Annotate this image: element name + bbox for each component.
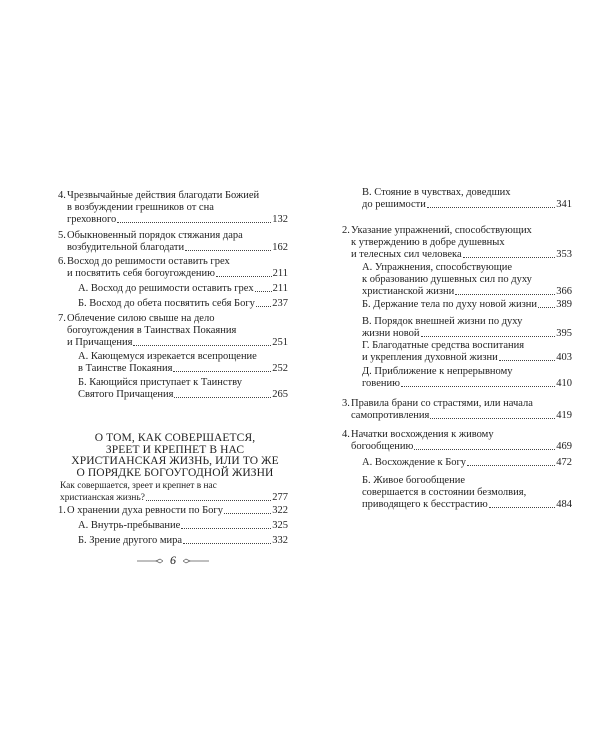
entry-number: 2. xyxy=(342,225,350,236)
page-number: 395 xyxy=(556,328,572,339)
entry-line: В. Порядок внешней жизни по духу xyxy=(362,316,523,327)
entry-line: Чрезвычайные действия благодати Божией xyxy=(67,190,260,201)
dot-leader xyxy=(174,397,271,398)
entry-line: и Причащения xyxy=(67,337,133,348)
entry-line: жизни новой xyxy=(362,328,420,339)
page-number: 410 xyxy=(556,378,572,389)
entry-line: Б. Живое богообщение xyxy=(362,475,465,486)
page-number: 252 xyxy=(272,363,288,374)
entry-line: Облечение силою свыше на дело xyxy=(67,313,215,324)
entry-line: и телесных сил человека xyxy=(351,249,462,260)
dot-leader xyxy=(414,449,555,450)
entry-line: к образованию душевных сил по духу xyxy=(362,274,532,285)
entry-line: в Таинстве Покаяния xyxy=(78,363,173,374)
heading-line: ЗРЕЕТ И КРЕПНЕТ В НАС xyxy=(105,443,245,456)
page-number: 162 xyxy=(272,242,288,253)
entry-line: А. Восход до решимости оставить грех xyxy=(78,283,254,294)
dot-leader xyxy=(146,500,271,501)
page-number: 484 xyxy=(556,499,572,510)
entry-line: и посвятить себя богоугождению xyxy=(67,268,215,279)
entry-line: Обыкновенный порядок стяжания дара xyxy=(67,230,243,241)
dot-leader xyxy=(499,360,556,361)
page-number: 277 xyxy=(272,492,288,503)
entry-number: 4. xyxy=(58,190,66,201)
dot-leader xyxy=(117,222,271,223)
dot-leader xyxy=(216,276,272,277)
folio-number: 6 xyxy=(170,553,176,567)
page-number: 251 xyxy=(272,337,288,348)
page-number: 132 xyxy=(272,214,288,225)
entry-number: 7. xyxy=(58,313,66,324)
page-number: 472 xyxy=(556,457,572,468)
dot-leader xyxy=(421,336,556,337)
entry-line: говению xyxy=(362,378,400,389)
page-number: 419 xyxy=(556,410,572,421)
page-number: 325 xyxy=(272,520,288,531)
page-number: 403 xyxy=(556,352,572,363)
entry-line: Д. Приближение к непрерывному xyxy=(362,366,513,377)
entry-line: и укрепления духовной жизни xyxy=(362,352,498,363)
entry-line: Б. Зрение другого мира xyxy=(78,535,183,546)
page-number: 366 xyxy=(556,286,572,297)
page-number: 353 xyxy=(556,249,572,260)
dot-leader xyxy=(430,418,555,419)
dot-leader xyxy=(467,465,555,466)
entry-line: А. Упражнения, способствующие xyxy=(362,262,513,273)
dot-leader xyxy=(133,345,271,346)
page-number: 322 xyxy=(272,505,288,516)
entry-line: приводящего к бесстрастию xyxy=(362,499,488,510)
ornament-right-icon xyxy=(183,558,209,564)
entry-line: Г. Благодатные средства воспитания xyxy=(362,340,525,351)
page-number: 389 xyxy=(556,299,572,310)
dot-leader xyxy=(427,207,555,208)
page-folio xyxy=(58,553,288,568)
entry-line: Указание упражнений, способствующих xyxy=(351,225,532,236)
entry-line: Б. Восход до обета посвятить себя Богу xyxy=(78,298,255,309)
dot-leader xyxy=(224,513,271,514)
page-number: 469 xyxy=(556,441,572,452)
entry-line: Святого Причащения xyxy=(78,389,174,400)
entry-line: греховного xyxy=(67,214,117,225)
dot-leader xyxy=(455,294,555,295)
entry-line: А. Кающемуся изрекается всепрощение xyxy=(78,351,257,362)
entry-line: Б. Держание тела по духу новой жизни xyxy=(362,299,538,310)
entry-line: Восход до решимости оставить грех xyxy=(67,256,230,267)
heading-line: ХРИСТИАНСКАЯ ЖИЗНЬ, ИЛИ ТО ЖЕ xyxy=(71,455,279,467)
page-number: 265 xyxy=(272,389,288,400)
dot-leader xyxy=(185,250,271,251)
entry-line: А. Внутрь-пребывание xyxy=(78,520,181,531)
dot-leader xyxy=(256,306,271,307)
page-number: 211 xyxy=(272,283,288,294)
dot-leader xyxy=(538,307,555,308)
entry-line: самопротивления xyxy=(351,410,430,421)
heading-line: О ПОРЯДКЕ БОГОУГОДНОЙ ЖИЗНИ xyxy=(76,466,274,479)
dot-leader xyxy=(173,371,271,372)
page-number: 332 xyxy=(272,535,288,546)
entry-line: Правила брани со страстями, или начала xyxy=(351,398,533,409)
dot-leader xyxy=(463,257,556,258)
entry-line: О хранении духа ревности по Богу xyxy=(67,505,223,516)
entry-line: к утверждению в добре душевных xyxy=(351,237,505,248)
page-number: 341 xyxy=(556,199,572,210)
section-heading xyxy=(62,433,288,479)
dot-leader xyxy=(255,291,272,292)
page-number: 237 xyxy=(272,298,288,309)
entry-line: возбудительной благодати xyxy=(67,242,185,253)
entry-line: В. Стояние в чувствах, доведших xyxy=(362,187,511,198)
entry-line: Начатки восхождения к живому xyxy=(351,429,494,440)
entry-line: А. Восхождение к Богу xyxy=(362,457,467,468)
entry-line: богообщению xyxy=(351,441,414,452)
dot-leader xyxy=(489,507,556,508)
dot-leader xyxy=(401,386,555,387)
dot-leader xyxy=(183,543,271,544)
entry-line: Как совершается, зреет и крепнет в нас xyxy=(60,481,217,491)
ornament-left-icon xyxy=(137,558,163,564)
entry-line: христианская жизнь? xyxy=(60,493,145,503)
entry-line: совершается в состоянии безмолвия, xyxy=(362,487,527,498)
entry-line: Б. Кающийся приступает к Таинству xyxy=(78,377,242,388)
dot-leader xyxy=(181,528,271,529)
page-number: 211 xyxy=(272,268,288,279)
entry-number: 1. xyxy=(58,505,66,516)
heading-line: О ТОМ, КАК СОВЕРШАЕТСЯ, xyxy=(94,432,256,444)
entry-line: богоугождения в Таинствах Покаяния xyxy=(67,325,237,336)
entry-line: в возбуждении грешников от сна xyxy=(67,202,214,213)
entry-line: до решимости xyxy=(362,199,426,210)
entry-number: 3. xyxy=(342,398,350,409)
entry-number: 4. xyxy=(342,429,350,440)
entry-number: 6. xyxy=(58,256,66,267)
entry-line: христианской жизни xyxy=(362,286,455,297)
entry-number: 5. xyxy=(58,230,66,241)
